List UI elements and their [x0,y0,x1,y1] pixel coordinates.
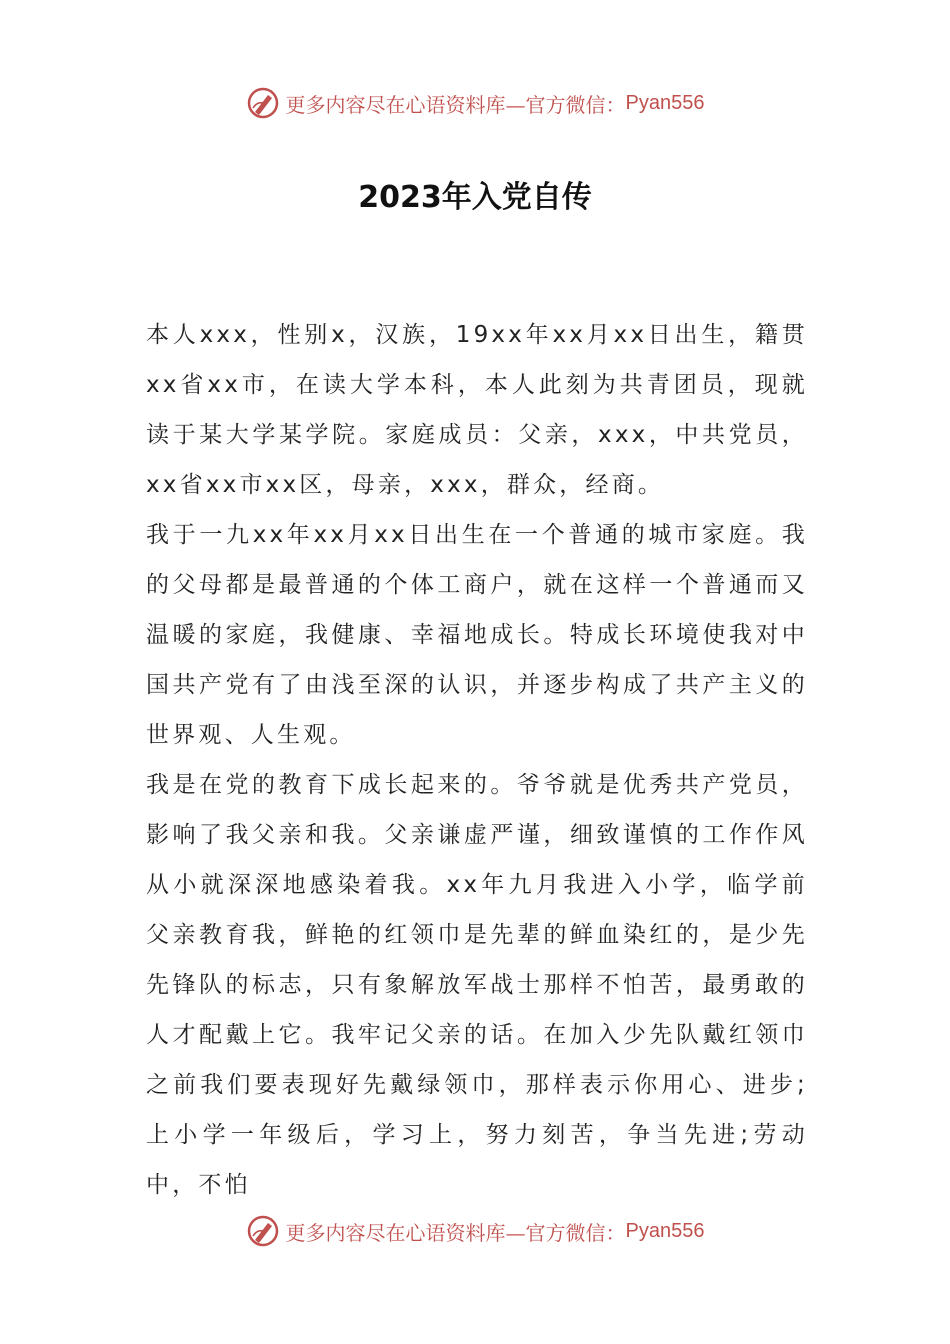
header-banner [0,83,950,123]
banner-text: 更多内容尽在心语资料库—官方微信： [285,1220,626,1245]
banner-text: 更多内容尽在心语资料库—官方微信： [285,92,626,117]
paragraph-2: 我于一九xx年xx月xx日出生在一个普通的城市家庭。我的父母都是最普通的个体工商户，就在这样一个普通而又温暖的家庭，我健康、幸福地成长。特成长环境使我对中国共产党有了由浅至深的认识，并逐步构成了共产主义的世界观、人生观。 [146,522,808,748]
pen-logo-icon [246,86,280,120]
document-title: 2023年入党自传 [358,180,592,215]
footer-banner [0,1211,950,1251]
banner-wechat-id: Pyan556 [625,91,705,114]
document-body [146,310,808,1210]
paragraph-1: 本人xxx，性别x，汉族，19xx年xx月xx日出生，籍贯xx省xx市，在读大学本科，本人此刻为共青团员，现就读于某大学某学院。家庭成员：父亲，xxx，中共党员，xx省xx市xx区，母亲，xxx，群众，经商。 [146,322,808,498]
banner-wechat-id: Pyan556 [625,1219,705,1242]
paragraph-3: 我是在党的教育下成长起来的。爷爷就是优秀共产党员，影响了我父亲和我。父亲谦虚严谨，细致谨慎的工作作风从小就深深地感染着我。xx年九月我进入小学，临学前父亲教育我，鲜艳的红领巾是先辈的鲜血染红的，是少先先锋队的标志，只有象解放军战士那样不怕苦，最勇敢的人才配戴上它。我牢记父亲的话。在加入少先队戴红领巾之前我们要表现好先戴绿领巾，那样表示你用心、进步;上小学一年级后，学习上，努力刻苦，争当先进;劳动中，不怕 [146,772,808,1198]
pen-logo-icon [246,1214,280,1248]
